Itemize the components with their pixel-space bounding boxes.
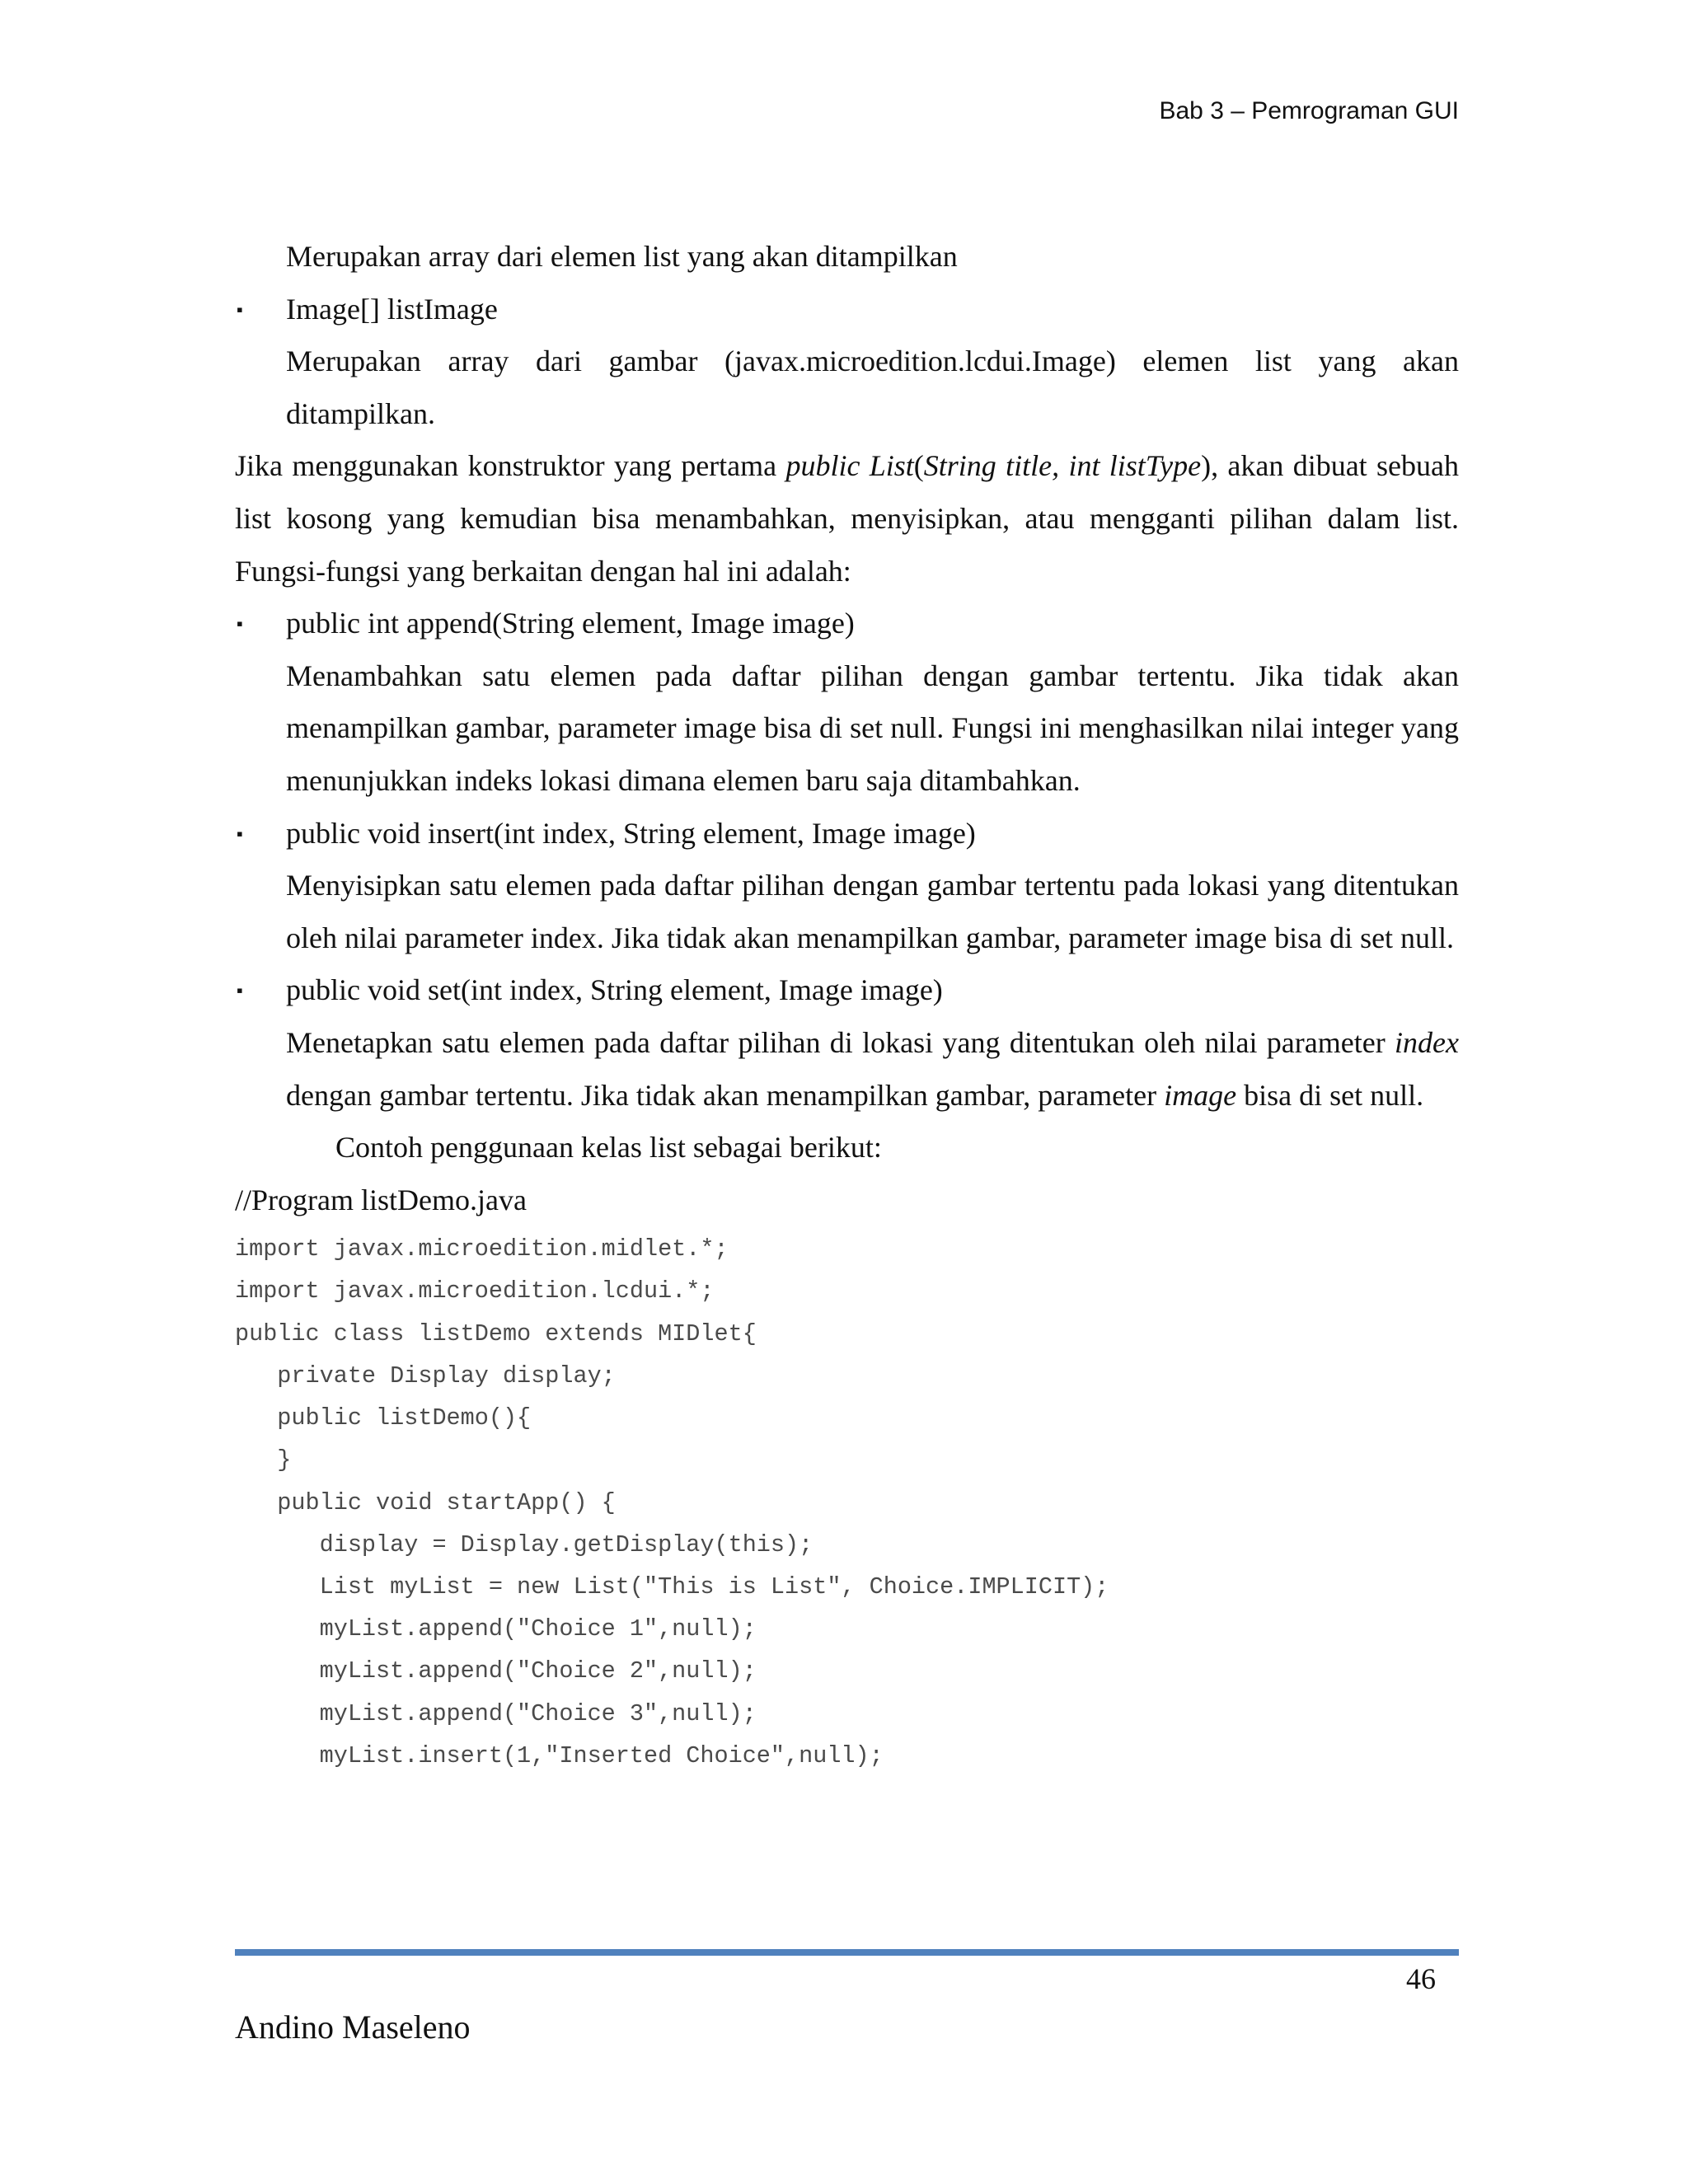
code-line: public listDemo(){ — [235, 1404, 532, 1432]
code-line: public void startApp() { — [235, 1488, 616, 1516]
code-block — [235, 1228, 1459, 1777]
constructor-paragraph: Jika menggunakan konstruktor yang pertama public List(String title, int listType), akan dibuat sebuah list kosong yang kemudian bisa menambahkan, menyisipkan, atau mengganti pilihan dalam list. Fungsi-fungsi yang berkaitan dengan hal ini adalah: — [235, 449, 1459, 588]
code-line: public class listDemo extends MIDlet{ — [235, 1319, 757, 1347]
code-line: myList.insert(1,"Inserted Choice",null); — [235, 1741, 884, 1769]
bullet-item-set — [235, 964, 1459, 1122]
footer-author: Andino Maseleno — [235, 2008, 471, 2046]
code-line: myList.append("Choice 2",null); — [235, 1657, 757, 1685]
bullet-desc: Menambahkan satu elemen pada daftar pilihan dengan gambar tertentu. Jika tidak akan menampilkan gambar, parameter image bisa di set null. Fungsi ini menghasilkan nilai integer yang menunjukkan indeks lokasi dimana elemen baru saja ditambahkan. — [286, 658, 1459, 797]
bullet-item-insert — [235, 808, 1459, 965]
bullet-desc: Merupakan array dari gambar (javax.microedition.lcdui.Image) elemen list yang akan ditampilkan. — [286, 344, 1459, 430]
bullet-item-append — [235, 598, 1459, 807]
bullet-desc: Menetapkan satu elemen pada daftar pilihan di lokasi yang ditentukan oleh nilai parameter index dengan gambar tertentu. Jika tidak akan menampilkan gambar, parameter image bisa di set null. — [286, 1025, 1459, 1112]
bullet-icon: ▪ — [237, 613, 243, 635]
bullet-title: public void set(int index, String element, Image image) — [286, 973, 943, 1007]
bullet-title: public void insert(int index, String element, Image image) — [286, 816, 976, 850]
example-intro: Contoh penggunaan kelas list sebagai berikut: — [335, 1131, 882, 1165]
code-line: List myList = new List("This is List", Choice.IMPLICIT); — [235, 1572, 1109, 1601]
footer-rule — [235, 1949, 1459, 1956]
page-number: 46 — [1406, 1962, 1436, 1995]
page-body — [235, 231, 1459, 1777]
bullet-icon: ▪ — [237, 823, 243, 844]
code-line: import javax.microedition.lcdui.*; — [235, 1277, 715, 1305]
bullet-title: public int append(String element, Image image) — [286, 607, 855, 640]
code-line: private Display display; — [235, 1361, 616, 1390]
code-line: myList.append("Choice 1",null); — [235, 1615, 757, 1643]
bullet-item-listimage — [235, 284, 1459, 441]
bullet-icon: ▪ — [237, 980, 243, 1001]
code-line: } — [235, 1446, 292, 1474]
bullet-icon: ▪ — [237, 298, 243, 320]
bullet-desc: Menyisipkan satu elemen pada daftar pilihan dengan gambar tertentu pada lokasi yang ditentukan oleh nilai parameter index. Jika tidak akan menampilkan gambar, parameter image bisa di set null. — [286, 869, 1459, 954]
code-line: myList.append("Choice 3",null); — [235, 1699, 757, 1727]
bullet-title: Image[] listImage — [286, 292, 498, 326]
running-header: Bab 3 – Pemrograman GUI — [1159, 97, 1459, 124]
code-line: display = Display.getDisplay(this); — [235, 1530, 814, 1558]
list-elements-desc: Merupakan array dari elemen list yang akan ditampilkan — [286, 240, 958, 273]
program-comment: //Program listDemo.java — [235, 1183, 527, 1216]
code-line: import javax.microedition.midlet.*; — [235, 1235, 729, 1263]
